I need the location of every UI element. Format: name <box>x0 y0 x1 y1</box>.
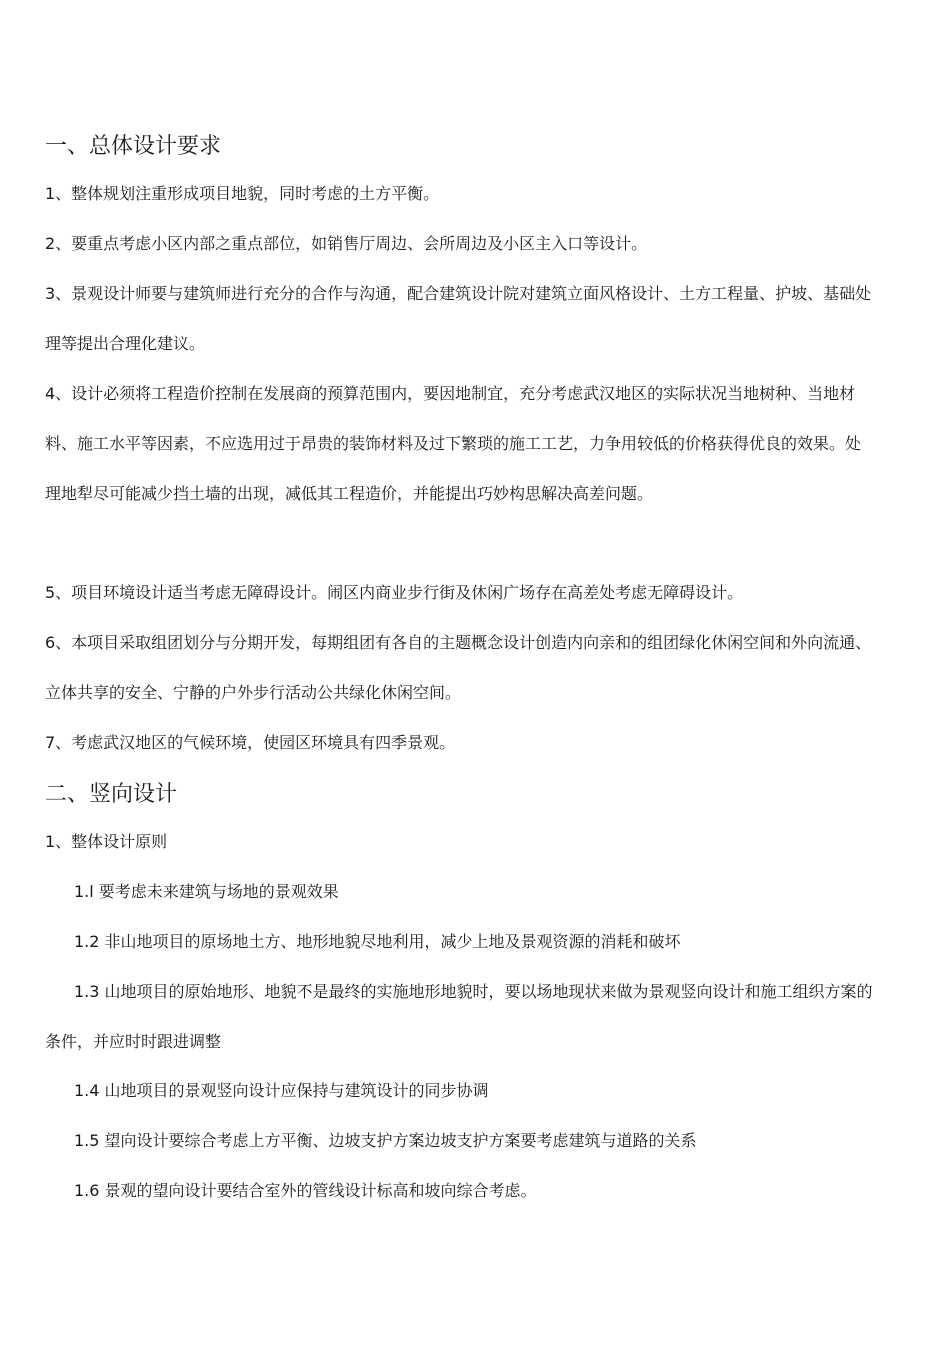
clause-1-4: 1.4 山地项目的景观竖向设计应保持与建筑设计的同步协调 <box>74 1081 489 1100</box>
clause-1-1: 1.l 要考虑未来建筑与场地的景观效果 <box>74 882 339 901</box>
paragraph-5: 5、项目环境设计适当考虑无障碍设计。闹区内商业步行街及休闲广场存在高差处考虑无障碍设计。 <box>45 583 744 602</box>
clause-1-5: 1.5 望向设计要综合考虑上方平衡、边坡支护方案边坡支护方案要考虑建筑与道路的关系 <box>74 1131 697 1150</box>
section-heading-vertical-design: 二、竖向设计 <box>45 782 178 807</box>
paragraph-3: 3、景观设计师要与建筑师进行充分的合作与沟通，配合建筑设计院对建筑立面风格设计、土方工程量、护坡、基础处理等提出合理化建议。 <box>45 284 872 353</box>
clause-1-2: 1.2 非山地项目的原场地土方、地形地貌尽地利用，减少上地及景观资源的消耗和破坏 <box>74 932 681 951</box>
clause-1-6: 1.6 景观的望向设计要结合室外的管线设计标高和坡向综合考虑。 <box>74 1181 537 1200</box>
paragraph-6: 6、本项目采取组团划分与分期开发，每期组团有各自的主题概念设计创造内向亲和的组团绿化休闲空间和外向流通、立体共享的安全、宁静的户外步行活动公共绿化休闲空间。 <box>45 633 872 702</box>
paragraph-7: 7、考虑武汉地区的气候环境，使园区环境具有四季景观。 <box>45 733 456 752</box>
paragraph-2: 2、要重点考虑小区内部之重点部位，如销售厅周边、会所周边及小区主入口等设计。 <box>45 234 648 253</box>
paragraph-1: 1、整体规划注重形成项目地貌，同时考虑的土方平衡。 <box>45 184 440 203</box>
subsection-overall-principles: 1、整体设计原则 <box>45 832 168 851</box>
clause-1-3: 1.3 山地项目的原始地形、地貌不是最终的实施地形地貌时，要以场地现状来做为景观竖向设计和施工组织方案的条件，并应时时跟进调整 <box>45 982 873 1051</box>
section-heading-general-requirements: 一、总体设计要求 <box>45 134 222 159</box>
paragraph-4: 4、设计必须将工程造价控制在发展商的预算范围内，要因地制宜，充分考虑武汉地区的实际状况当地树种、当地材料、施工水平等因素，不应选用过于昂贵的装饰材料及过下繁琐的施工工艺，力争用较低的价格获得优良的效果。处理地犁尽可能减少挡土墙的出现，减低其工程造价，并能提出巧妙构思解决高差问题。 <box>45 384 862 503</box>
